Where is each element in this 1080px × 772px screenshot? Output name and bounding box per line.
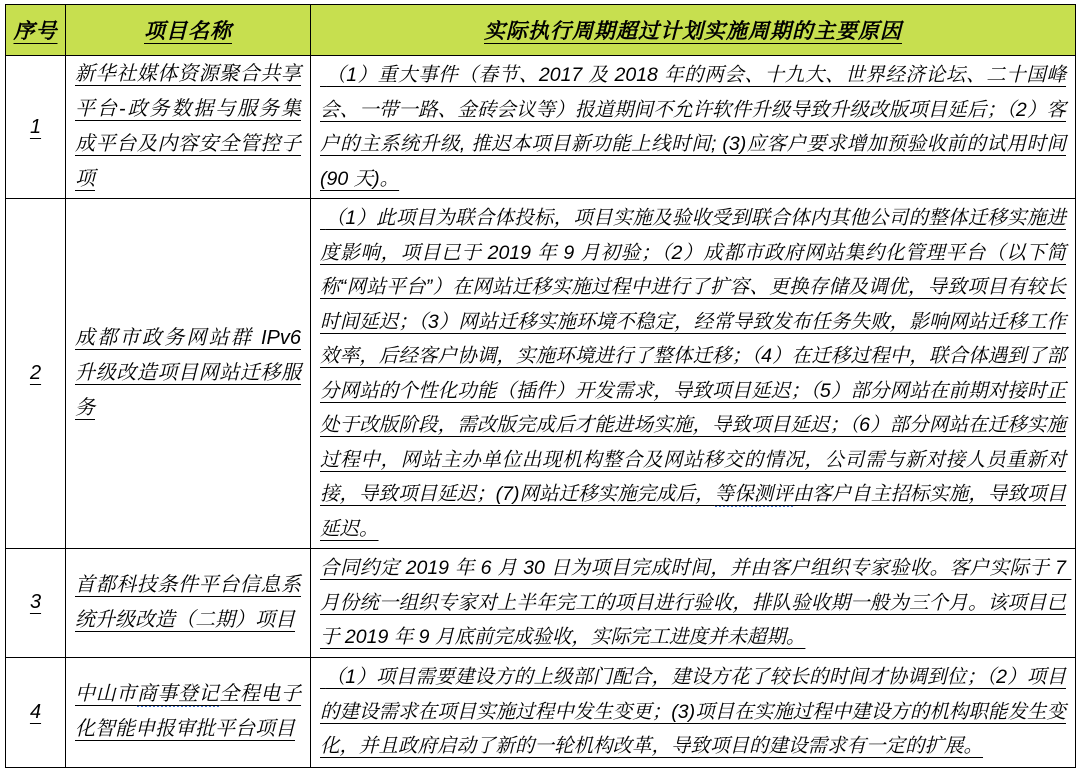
project-name-text bbox=[75, 63, 301, 190]
cell-text-segment: （1）重大事件（春节、2017 及 2018 年的两会、十九大、世界经济论坛、二十国峰会、一带一路、金砖会议等）报道期间不允许软件升级导致升级改版项目延后；（2）客户的主系统升级, 推迟本项目新功能上线时间; (3)应客户要求增加预验收前的试用时间(90 天)。 bbox=[320, 64, 1067, 190]
delay-reason-text bbox=[320, 557, 1071, 648]
delay-reason-cell bbox=[311, 549, 1076, 658]
project-delay-reasons-table bbox=[5, 4, 1076, 768]
row-number-cell bbox=[6, 199, 66, 549]
table-body bbox=[6, 56, 1076, 768]
header-label-no: 序号 bbox=[13, 20, 58, 43]
table-row bbox=[6, 56, 1076, 199]
header-cell-no bbox=[6, 5, 66, 56]
cell-text-segment: 首都科技条件平台信息系统升级改造（二期）项目 bbox=[75, 573, 301, 631]
cell-text-segment: 全程电子化智能申报审批平台项目 bbox=[75, 683, 302, 740]
header-cell-reason bbox=[311, 5, 1076, 56]
project-name-text bbox=[75, 327, 301, 419]
delay-reason-cell bbox=[311, 56, 1076, 199]
delay-reason-cell bbox=[311, 657, 1076, 767]
row-number-cell bbox=[6, 549, 66, 658]
delay-reason-cell bbox=[311, 199, 1076, 549]
header-cell-project-name bbox=[66, 5, 311, 56]
header-label-reason: 实际执行周期超过计划实施周期的主要原因 bbox=[484, 20, 902, 43]
cell-text-segment: 成都市政务网站群 IPv6 升级改造项目网站迁移服务 bbox=[75, 327, 301, 419]
project-name-text bbox=[75, 683, 301, 740]
cell-text-segment: 新华社媒体资源聚合共享平台-政务数据与服务集成平台及内容安全管控子项 bbox=[75, 63, 301, 190]
header-label-project-name: 项目名称 bbox=[144, 20, 232, 43]
cell-text-segment: 合同约定 2019 年 6 月 30 日为项目完成时间，并由客户组织专家验收。客户实际于 7 月份统一组织专家对上半年完工的项目进行验收，排队验收期一般为三个月。该项目已于 2019 年 9 月底前完成验收，实际完工进度并未超期。 bbox=[320, 557, 1072, 648]
row-number-cell bbox=[6, 56, 66, 199]
cell-text-segment: （1）项目需要建设方的上级部门配合，建设方花了较长的时间才协调到位；（2）项目的建设需求在项目实施过程中发生变更；(3)项目在实施过程中建设方的机构职能发生变化，并且政府启动了新的一轮机构改革，导致项目的建设需求有一定的扩展。 bbox=[320, 666, 1066, 758]
row-number: 2 bbox=[29, 362, 42, 384]
cell-text-segment: （1）此项目为联合体投标，项目实施及验收受到联合体内其他公司的整体迁移实施进度影响，项目已于 2019 年 9 月初验；（2）成都市政府网站集约化管理平台（以下简称“网站平台”）在网站迁移实施过程中进行了扩容、更换存储及调优，导致项目有较长时间延迟；（3）网站迁移实施环境不稳定，经常导致发布任务失败，影响网站迁移工作效率，后经客户协调，实施环境进行了整体迁移；（4）在迁移过程中，联合体遇到了部分网站的个性化功能（插件）开发需求，导致项目延迟；（5）部分网站在前期对接时正处于改版阶段，需改版完成后才能进场实施，导致项目延迟；（6）部分网站在迁移实施过程中，网站主办单位出现机构整合及网站移交的情况，公司需与新对接人员重新对接，导致项目延迟；(7)网站迁移实施完成后， bbox=[320, 207, 1066, 505]
project-name-cell bbox=[66, 549, 311, 658]
project-name-cell bbox=[66, 56, 311, 199]
project-name-cell bbox=[66, 657, 311, 767]
row-number: 3 bbox=[29, 591, 42, 614]
row-number-cell bbox=[6, 657, 66, 767]
delay-reason-text bbox=[320, 666, 1066, 757]
spellcheck-underlined-text: 等保测评 bbox=[714, 483, 793, 505]
table-row bbox=[6, 657, 1076, 767]
table-row bbox=[6, 549, 1076, 658]
cell-text-segment: 中山市 bbox=[75, 683, 137, 705]
project-name-cell bbox=[66, 199, 311, 549]
table-header-row bbox=[6, 5, 1076, 56]
delay-reason-text bbox=[320, 207, 1066, 540]
row-number: 1 bbox=[29, 115, 42, 138]
spellcheck-underlined-text: 商事登记 bbox=[136, 683, 220, 705]
table-row bbox=[6, 199, 1076, 549]
delay-reason-text bbox=[320, 64, 1066, 190]
project-name-text bbox=[75, 574, 301, 631]
row-number: 4 bbox=[29, 700, 42, 723]
cell-text-segment: 由客户自主招标实施，导致项目延迟。 bbox=[320, 483, 1066, 540]
